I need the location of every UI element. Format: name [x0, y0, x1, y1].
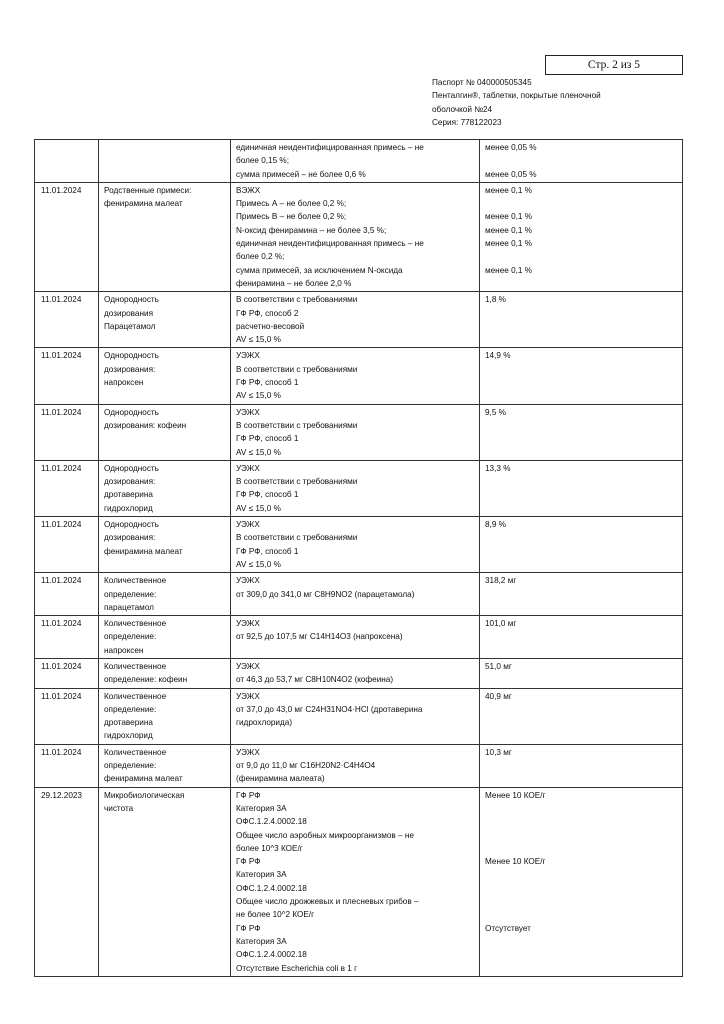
specification-line: УЭЖХ — [236, 463, 260, 473]
result-line — [485, 815, 678, 828]
date-cell — [35, 348, 99, 404]
result-line: Менее 10 КОЕ/г — [485, 857, 546, 867]
result-cell — [480, 292, 683, 348]
test-name-cell — [99, 658, 231, 688]
test-date: 11.01.2024 — [41, 691, 82, 701]
specification-line: ГФ РФ — [236, 923, 261, 933]
result-line — [485, 908, 678, 921]
table-row — [35, 688, 683, 744]
test-name-cell — [99, 460, 231, 516]
result-line: 13,3 % — [485, 463, 511, 473]
table-row — [35, 182, 683, 291]
test-date: 11.01.2024 — [41, 351, 82, 361]
test-name-line: Количественное — [104, 576, 167, 586]
test-name-line: Количественное — [104, 747, 167, 757]
result-cell — [480, 787, 683, 976]
date-cell — [35, 460, 99, 516]
test-name-line: парацетамол — [104, 602, 154, 612]
product-name-line1: Пенталгин®, таблетки, покрытые пленочной — [432, 91, 601, 101]
test-name-cell — [99, 517, 231, 573]
passport-header — [432, 76, 601, 130]
result-line: Отсутствует — [485, 923, 531, 933]
test-name-line: определение: — [104, 632, 157, 642]
specification-line: Отсутствие Escherichia coli в 1 г — [236, 963, 358, 973]
specification-cell — [231, 460, 480, 516]
date-cell — [35, 517, 99, 573]
test-name-line: Однородность — [104, 463, 159, 473]
test-name-cell — [99, 404, 231, 460]
result-line — [485, 895, 678, 908]
test-name-line: Однородность — [104, 295, 159, 305]
specification-line: ГФ РФ — [236, 857, 261, 867]
specification-cell — [231, 517, 480, 573]
specification-cell — [231, 616, 480, 659]
result-line: менее 0,1 % — [485, 185, 533, 195]
result-line: 101,0 мг — [485, 619, 517, 629]
table-row — [35, 348, 683, 404]
specification-line: Примесь А – не более 0,2 %; — [236, 199, 347, 209]
table-row — [35, 517, 683, 573]
specification-line: Категория 3А — [236, 803, 287, 813]
test-name-line: Однородность — [104, 407, 159, 417]
specification-line: Общее число аэробных микроорганизмов – не — [236, 830, 414, 840]
result-cell — [480, 460, 683, 516]
result-cell — [480, 658, 683, 688]
specification-line: УЭЖХ — [236, 691, 260, 701]
specification-line: В соответствии с требованиями — [236, 420, 358, 430]
result-line: 14,9 % — [485, 351, 511, 361]
specification-line: ГФ РФ, способ 1 — [236, 378, 299, 388]
test-name-line: дротаверина — [104, 718, 153, 728]
specification-cell — [231, 573, 480, 616]
specification-line: гидрохлорида) — [236, 718, 293, 728]
page-number-label: Стр. 2 из 5 — [587, 59, 641, 71]
specification-line: Категория 3А — [236, 936, 287, 946]
test-name-cell — [99, 140, 231, 183]
specification-cell — [231, 182, 480, 291]
test-name-cell — [99, 182, 231, 291]
specification-line: AV ≤ 15,0 % — [236, 335, 281, 345]
specification-line: ГФ РФ, способ 1 — [236, 434, 299, 444]
test-date: 11.01.2024 — [41, 295, 82, 305]
specification-cell — [231, 404, 480, 460]
test-name-cell — [99, 688, 231, 744]
specification-line: Категория 3А — [236, 870, 287, 880]
test-results-body — [35, 140, 683, 977]
result-line: 10,3 мг — [485, 747, 512, 757]
date-cell — [35, 658, 99, 688]
specification-line: УЭЖХ — [236, 351, 260, 361]
specification-line: более 0,15 %; — [236, 156, 289, 166]
specification-line: AV ≤ 15,0 % — [236, 447, 281, 457]
test-name-line: Микробиологическая — [104, 790, 185, 800]
specification-line: более 10^3 КОЕ/г — [236, 843, 303, 853]
result-cell — [480, 573, 683, 616]
specification-line: от 37,0 до 43,0 мг C24H31NO4·HCl (дротаверина — [236, 704, 423, 714]
result-line — [485, 829, 678, 842]
result-cell — [480, 140, 683, 183]
test-name-line: Количественное — [104, 619, 167, 629]
result-line — [485, 154, 678, 167]
result-line: Менее 10 КОЕ/г — [485, 790, 546, 800]
test-date: 11.01.2024 — [41, 747, 82, 757]
test-name-line: Количественное — [104, 661, 167, 671]
specification-line: не более 10^2 КОЕ/г — [236, 910, 315, 920]
test-name-line: гидрохлорид — [104, 731, 153, 741]
result-line — [485, 277, 678, 290]
series-number: Серия: 778122023 — [432, 118, 502, 128]
specification-line: AV ≤ 15,0 % — [236, 559, 281, 569]
table-row — [35, 140, 683, 183]
specification-line: В соответствии с требованиями — [236, 533, 358, 543]
date-cell — [35, 404, 99, 460]
result-line: менее 0,05 % — [485, 143, 537, 152]
specification-line: ГФ РФ — [236, 790, 261, 800]
specification-cell — [231, 787, 480, 976]
test-date — [41, 141, 94, 154]
test-name-line: фенирамина малеат — [104, 199, 183, 209]
result-cell — [480, 182, 683, 291]
passport-number: Паспорт № 040000505345 — [432, 78, 532, 87]
specification-cell — [231, 140, 480, 183]
specification-line: сумма примесей, за исключением N-оксида — [236, 265, 403, 275]
table-row — [35, 292, 683, 348]
result-line — [485, 197, 678, 210]
specification-line: от 92,5 до 107,5 мг C14H14O3 (напроксена) — [236, 632, 403, 642]
specification-line: В соответствии с требованиями — [236, 295, 358, 305]
specification-line: ОФС.1.2.4.0002.18 — [236, 817, 307, 827]
result-line: 51,0 мг — [485, 661, 512, 671]
test-date: 11.01.2024 — [41, 520, 82, 530]
result-line: менее 0,1 % — [485, 212, 533, 222]
test-name-line: дозирования: кофеин — [104, 420, 187, 430]
test-name-line: дозирования: — [104, 533, 156, 543]
test-name-line: чистота — [104, 803, 134, 813]
specification-line: ГФ РФ, способ 2 — [236, 308, 299, 318]
specification-line: ОФС.1.2.4.0002.18 — [236, 950, 307, 960]
specification-line: более 0,2 %; — [236, 252, 285, 262]
result-line: менее 0,05 % — [485, 169, 537, 179]
result-line: менее 0,1 % — [485, 239, 533, 249]
test-name-line: Однородность — [104, 520, 159, 530]
test-name-cell — [99, 744, 231, 787]
table-row — [35, 616, 683, 659]
date-cell — [35, 787, 99, 976]
result-cell — [480, 348, 683, 404]
product-name-line2: оболочкой №24 — [432, 104, 493, 114]
date-cell — [35, 140, 99, 183]
test-name-line: Родственные примеси: — [104, 185, 192, 195]
test-name-cell — [99, 348, 231, 404]
specification-line: Примесь В – не более 0,2 %; — [236, 212, 347, 222]
specification-line: Общее число дрожжевых и плесневых грибов – — [236, 897, 419, 907]
result-cell — [480, 517, 683, 573]
specification-line: УЭЖХ — [236, 619, 260, 629]
test-name-line: определение: кофеин — [104, 675, 188, 685]
test-results-table — [34, 139, 683, 977]
result-line — [485, 842, 678, 855]
specification-cell — [231, 688, 480, 744]
test-name-line: определение: — [104, 761, 157, 771]
result-line: 8,9 % — [485, 520, 506, 530]
result-cell — [480, 688, 683, 744]
result-line: 9,5 % — [485, 407, 506, 417]
test-name-line: напроксен — [104, 378, 144, 388]
test-date: 11.01.2024 — [41, 407, 82, 417]
test-name-line: гидрохлорид — [104, 503, 153, 513]
test-date: 11.01.2024 — [41, 661, 82, 671]
test-date: 11.01.2024 — [41, 463, 82, 473]
specification-line: В соответствии с требованиями — [236, 477, 358, 487]
test-name-cell — [99, 787, 231, 976]
specification-line: единичная неидентифицированная примесь – не — [236, 143, 424, 152]
result-line: менее 0,1 % — [485, 265, 533, 275]
specification-line: (фенирамина малеата) — [236, 774, 325, 784]
test-name-line: Парацетамол — [104, 321, 156, 331]
specification-line: УЭЖХ — [236, 407, 260, 417]
specification-line: В соответствии с требованиями — [236, 364, 358, 374]
result-line — [485, 250, 678, 263]
specification-line: расчетно-весовой — [236, 321, 305, 331]
date-cell — [35, 292, 99, 348]
specification-line: AV ≤ 15,0 % — [236, 391, 281, 401]
test-name-cell — [99, 616, 231, 659]
result-cell — [480, 616, 683, 659]
specification-line: УЭЖХ — [236, 747, 260, 757]
specification-line: ВЭЖХ — [236, 185, 261, 195]
test-name-line: дозирования: — [104, 477, 156, 487]
specification-line: ОФС.1.2.4.0002.18 — [236, 883, 307, 893]
test-name-line: определение: — [104, 704, 157, 714]
test-date: 29.12.2023 — [41, 790, 82, 800]
specification-cell — [231, 744, 480, 787]
test-date: 11.01.2024 — [41, 619, 82, 629]
date-cell — [35, 688, 99, 744]
specification-line: N-оксид фенирамина – не более 3,5 %; — [236, 225, 387, 235]
date-cell — [35, 616, 99, 659]
result-cell — [480, 404, 683, 460]
result-line — [485, 882, 678, 895]
test-name-line: дротаверина — [104, 490, 153, 500]
test-name-line: фенирамина малеат — [104, 774, 183, 784]
specification-cell — [231, 658, 480, 688]
table-row — [35, 787, 683, 976]
result-line: 40,9 мг — [485, 691, 512, 701]
date-cell — [35, 182, 99, 291]
specification-line: ГФ РФ, способ 1 — [236, 490, 299, 500]
test-name-line: фенирамина малеат — [104, 546, 183, 556]
specification-cell — [231, 348, 480, 404]
specification-line: фенирамина – не более 2,0 % — [236, 278, 352, 288]
test-name-line: определение: — [104, 589, 157, 599]
specification-line: ГФ РФ, способ 1 — [236, 546, 299, 556]
specification-line: УЭЖХ — [236, 661, 260, 671]
test-name-cell — [99, 573, 231, 616]
result-cell — [480, 744, 683, 787]
table-row — [35, 460, 683, 516]
specification-line: сумма примесей – не более 0,6 % — [236, 169, 366, 179]
table-row — [35, 658, 683, 688]
result-line — [485, 802, 678, 815]
page-number-box — [545, 55, 683, 75]
test-date: 11.01.2024 — [41, 576, 82, 586]
specification-line: УЭЖХ — [236, 576, 260, 586]
test-name-cell — [99, 292, 231, 348]
result-line: 318,2 мг — [485, 576, 517, 586]
specification-line: от 9,0 до 11,0 мг C16H20N2·C4H4O4 — [236, 761, 376, 771]
test-name-line: Однородность — [104, 351, 159, 361]
specification-line: от 46,3 до 53,7 мг C8H10N4O2 (кофеина) — [236, 675, 394, 685]
specification-line: AV ≤ 15,0 % — [236, 503, 281, 513]
test-name-line: дозирования — [104, 308, 154, 318]
specification-line: УЭЖХ — [236, 520, 260, 530]
date-cell — [35, 744, 99, 787]
specification-line: от 309,0 до 341,0 мг C8H9NO2 (парацетамола) — [236, 589, 415, 599]
result-line — [485, 868, 678, 881]
result-line: 1,8 % — [485, 295, 506, 305]
table-row — [35, 404, 683, 460]
test-name-line: напроксен — [104, 645, 144, 655]
specification-line: единичная неидентифицированная примесь – не — [236, 239, 424, 249]
result-line: менее 0,1 % — [485, 225, 533, 235]
test-name-line: дозирования: — [104, 364, 156, 374]
specification-cell — [231, 292, 480, 348]
date-cell — [35, 573, 99, 616]
table-row — [35, 573, 683, 616]
test-name-line: Количественное — [104, 691, 167, 701]
test-date: 11.01.2024 — [41, 185, 82, 195]
table-row — [35, 744, 683, 787]
